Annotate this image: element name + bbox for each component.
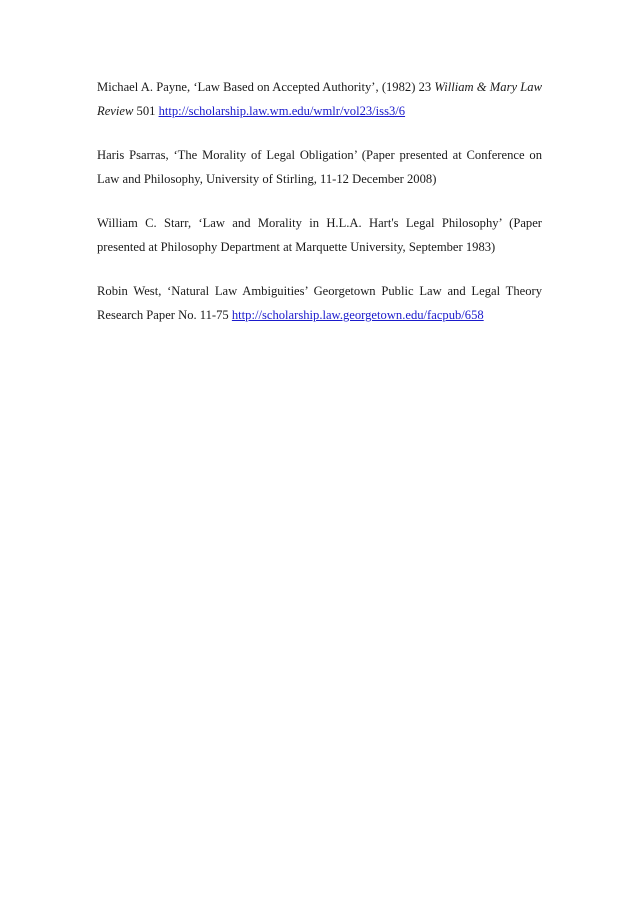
journal-title: William & Mary Law Review <box>97 80 542 118</box>
reference-text: William C. Starr, ‘Law and Morality in H.L.A. Hart's Legal Philosophy’ (Paper presented at Philosophy Department at Marquette University, September 1983) <box>97 216 542 254</box>
reference-psarras <box>97 143 542 191</box>
reference-text: Robin West, ‘Natural Law Ambiguities’ Georgetown Public Law and Legal Theory Research Paper No. 11-75 <box>97 284 542 322</box>
reference-link[interactable]: http://scholarship.law.georgetown.edu/facpub/658 <box>231 308 484 322</box>
reference-west <box>97 279 542 327</box>
reference-link[interactable]: http://scholarship.law.wm.edu/wmlr/vol23/iss3/6 <box>158 104 406 118</box>
reference-text: Haris Psarras, ‘The Morality of Legal Obligation’ (Paper presented at Conference on Law and Philosophy, University of Stirling, 11-12 December 2008) <box>97 148 542 186</box>
reference-list <box>97 75 542 347</box>
reference-text: Michael A. Payne, ‘Law Based on Accepted Authority’, (1982) 23 <box>97 80 435 94</box>
reference-payne <box>97 75 542 123</box>
reference-starr <box>97 211 542 259</box>
reference-text: 501 <box>133 104 159 118</box>
